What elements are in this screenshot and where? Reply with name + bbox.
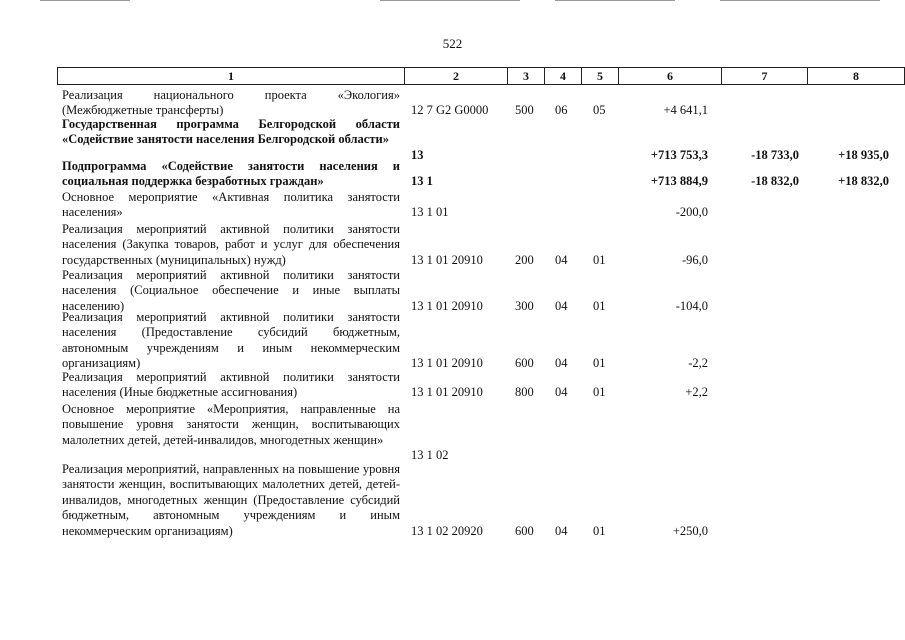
row-col-6: +4 641,1 xyxy=(663,103,708,118)
row-col-6: +250,0 xyxy=(672,523,708,538)
row-col-3: 200 xyxy=(515,252,534,267)
row-name: Реализация мероприятий активной политики занятости населения (Предоставление субсидий бюджетным, автономным учреждениям и иным некоммерческим организациям) xyxy=(62,310,400,371)
row-col-6: -200,0 xyxy=(675,205,708,220)
column-header-3: 3 xyxy=(507,68,544,84)
row-col-6: -2,2 xyxy=(688,356,708,371)
row-col-4: 04 xyxy=(555,356,568,371)
row-col-3: 300 xyxy=(515,298,534,313)
row-code: 13 xyxy=(411,147,424,162)
row-col-6: -104,0 xyxy=(675,298,708,313)
row-col-5: 01 xyxy=(593,298,606,313)
column-header-4: 4 xyxy=(544,68,581,84)
row-col-6: +2,2 xyxy=(685,385,708,400)
row-col-6: +713 753,3 xyxy=(650,147,708,162)
row-col-4: 04 xyxy=(555,385,568,400)
row-col-6: -96,0 xyxy=(681,252,708,267)
row-col-3: 800 xyxy=(515,385,534,400)
row-name: Реализация мероприятий активной политики занятости населения (Закупка товаров, работ и услуг для обеспечения государственных (муниципальных) нужд) xyxy=(62,222,400,267)
row-col-3: 600 xyxy=(515,523,534,538)
row-code: 13 1 xyxy=(411,174,433,189)
row-col-3: 500 xyxy=(515,103,534,118)
column-header-1: 1 xyxy=(57,68,404,84)
column-header-6: 6 xyxy=(618,68,721,84)
row-col-6: +713 884,9 xyxy=(650,174,708,189)
row-col-4: 04 xyxy=(555,298,568,313)
table-header xyxy=(57,67,905,85)
row-code: 13 1 01 20910 xyxy=(411,252,483,267)
row-code: 12 7 G2 G0000 xyxy=(411,103,489,118)
row-col-4: 04 xyxy=(555,523,568,538)
page-edge-rule xyxy=(40,0,130,1)
row-col-8: +18 935,0 xyxy=(838,147,889,162)
row-name: Реализация мероприятий активной политики занятости населения (Иные бюджетные ассигнования) xyxy=(62,370,400,400)
row-col-4: 04 xyxy=(555,252,568,267)
column-header-7: 7 xyxy=(721,68,807,84)
row-code: 13 1 02 20920 xyxy=(411,523,483,538)
row-code: 13 1 01 xyxy=(411,205,449,220)
row-col-7: -18 832,0 xyxy=(751,174,799,189)
row-col-5: 01 xyxy=(593,523,606,538)
column-header-8: 8 xyxy=(807,68,905,84)
row-col-5: 01 xyxy=(593,356,606,371)
column-header-2: 2 xyxy=(404,68,507,84)
row-name: Реализация мероприятий активной политики занятости населения (Социальное обеспечение и иные выплаты населению) xyxy=(62,268,400,313)
row-col-5: 05 xyxy=(593,103,606,118)
row-name: Подпрограмма «Содействие занятости населения и социальная поддержка безработных граждан» xyxy=(62,159,400,189)
row-col-8: +18 832,0 xyxy=(838,174,889,189)
page-number: 522 xyxy=(442,36,463,51)
row-name: Государственная программа Белгородской области «Содействие занятости населения Белгородской области» xyxy=(62,117,400,147)
page-edge-rule xyxy=(720,0,880,1)
row-code: 13 1 01 20910 xyxy=(411,356,483,371)
column-header-5: 5 xyxy=(581,68,618,84)
row-code: 13 1 01 20910 xyxy=(411,298,483,313)
page-edge-rule xyxy=(380,0,520,1)
row-name: Основное мероприятие «Активная политика занятости населения» xyxy=(62,190,400,220)
row-col-4: 06 xyxy=(555,103,568,118)
row-code: 13 1 02 xyxy=(411,448,449,463)
row-col-5: 01 xyxy=(593,252,606,267)
row-col-5: 01 xyxy=(593,385,606,400)
row-code: 13 1 01 20910 xyxy=(411,385,483,400)
row-name: Реализация мероприятий, направленных на повышение уровня занятости женщин, воспитывающих малолетних детей, детей-инвалидов, многодетных женщин (Предоставление субсидий бюджетным, автономным учреждениям и иным некоммерческим организациям) xyxy=(62,462,400,538)
row-name: Основное мероприятие «Мероприятия, направленные на повышение уровня занятости женщин, воспитывающих малолетних детей, детей-инвалидов, многодетных женщин» xyxy=(62,402,400,447)
row-col-3: 600 xyxy=(515,356,534,371)
row-name: Реализация национального проекта «Экология» (Межбюджетные трансферты) xyxy=(62,88,400,118)
row-col-7: -18 733,0 xyxy=(751,147,799,162)
page-edge-rule xyxy=(555,0,675,1)
